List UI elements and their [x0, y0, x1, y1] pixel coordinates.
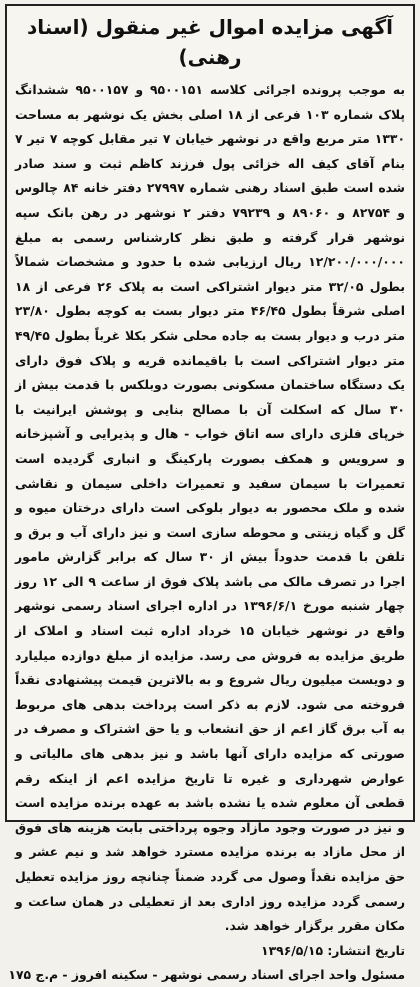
notice-body: به موجب پرونده اجرائی کلاسه ۹۵۰۰۱۵۱ و ۹۵۰۰۱۵۷ ششدانگ پلاک شماره ۱۰۳ فرعی از ۱۸ اصلی بخش یک نوشهر به مساحت ۱۳۳۰ متر مربع واقع در نوشهر خیابان ۷ تیر مقابل کوچه ۷ تیر ۷ بنام آقای کیف اله خزائی پول فرزند کاظم ثبت و سند صادر شده است طبق اسناد رهنی شماره ۲۷۹۹۷ دفتر خانه ۸۴ چالوس و ۸۲۷۵۴ و ۸۹۰۶۰ و ۷۹۲۳۹ دفتر ۲ نوشهر در رهن بانک سپه نوشهر قرار گرفته و طبق نظر کارشناس رسمی به مبلغ ۱۲/۲۰۰/۰۰۰/۰۰۰ ریال ارزیابی شده با حدود و مشخصات شمالاً بطول ۳۲/۰۵ متر دیوار اشتراکی است به پلاک ۲۶ فرعی از ۱۸ اصلی شرقاً بطول ۴۶/۴۵ متر دیوار بست به کوچه بطول ۲۳/۸۰ متر درب و دیوار بست به جاده محلی شکر بکلا غرباً بطول ۴۹/۴۵ متر دیوار اشتراکی است با باقیمانده قریه و پلاک فوق دارای یک دستگاه ساختمان مسکونی بصورت دوبلکس با قدمت بیش از ۳۰ سال که اسکلت آن با مصالح بنایی و پوشش ایرانیت با خرپای فلزی دارای سه اتاق خواب - هال و پذیرایی و آشپزخانه و سرویس و همکف بصورت پارکینگ و انباری گردیده است تعمیرات با سیمان سفید و تعمیرات داخلی سیمان و نقاشی شده و ملک محصور به دیوار بلوکی است دارای درختان میوه و گل و گیاه زینتی و محوطه سازی است و نیز دارای آب و برق و تلفن با قدمت حدوداً بیش از ۳۰ سال که برابر گزارش مامور اجرا در تصرف مالک می باشد پلاک فوق از ساعت ۹ الی ۱۲ روز چهار شنبه مورخ ۱۳۹۶/۶/۱ در اداره اجرای اسناد رسمی نوشهر واقع در نوشهر خیابان ۱۵ خرداد اداره ثبت اسناد و املاک از طریق مزایده به فروش می رسد. مزایده از مبلغ دوازده میلیارد و دویست میلیون ریال شروع و به بالاترین قیمت پیشنهادی نقداً فروخته می شود. لازم به ذکر است پرداخت بدهی های مربوط به آب برق گاز اعم از حق انشعاب و یا حق اشتراک و مصرف در صورتی که مزایده دارای آنها باشد و نیز بدهی های مالیاتی و عوارض شهرداری و غیره تا تاریخ مزایده اعم از اینکه رقم قطعی آن معلوم شده یا نشده باشد به عهده برنده مزایده است و نیز در صورت وجود مازاد وجوه پرداختی بابت هزینه های فوق از محل مازاد به برنده مزایده مسترد خواهد شد و نیم عشر و حق مزایده نقداً وصول می گردد ضمناً چنانچه روز مزایده تعطیل رسمی گردد مزایده روز اداری بعد از تعطیلی در همان ساعت و مکان مقرر برگزار خواهد شد.	[15, 82, 406, 934]
legal-notice	[5, 4, 415, 982]
publish-date: تاریخ انتشار: ۱۳۹۶/۵/۱۵	[261, 942, 405, 958]
signature-line: مسئول واحد اجرای اسناد رسمی نوشهر - سکینه افروز - م.ج ۱۷۵	[8, 966, 405, 982]
notice-title: آگهی مزایده اموال غیر منقول (اسناد رهنی)	[27, 15, 393, 69]
notice-footer	[8, 939, 405, 987]
